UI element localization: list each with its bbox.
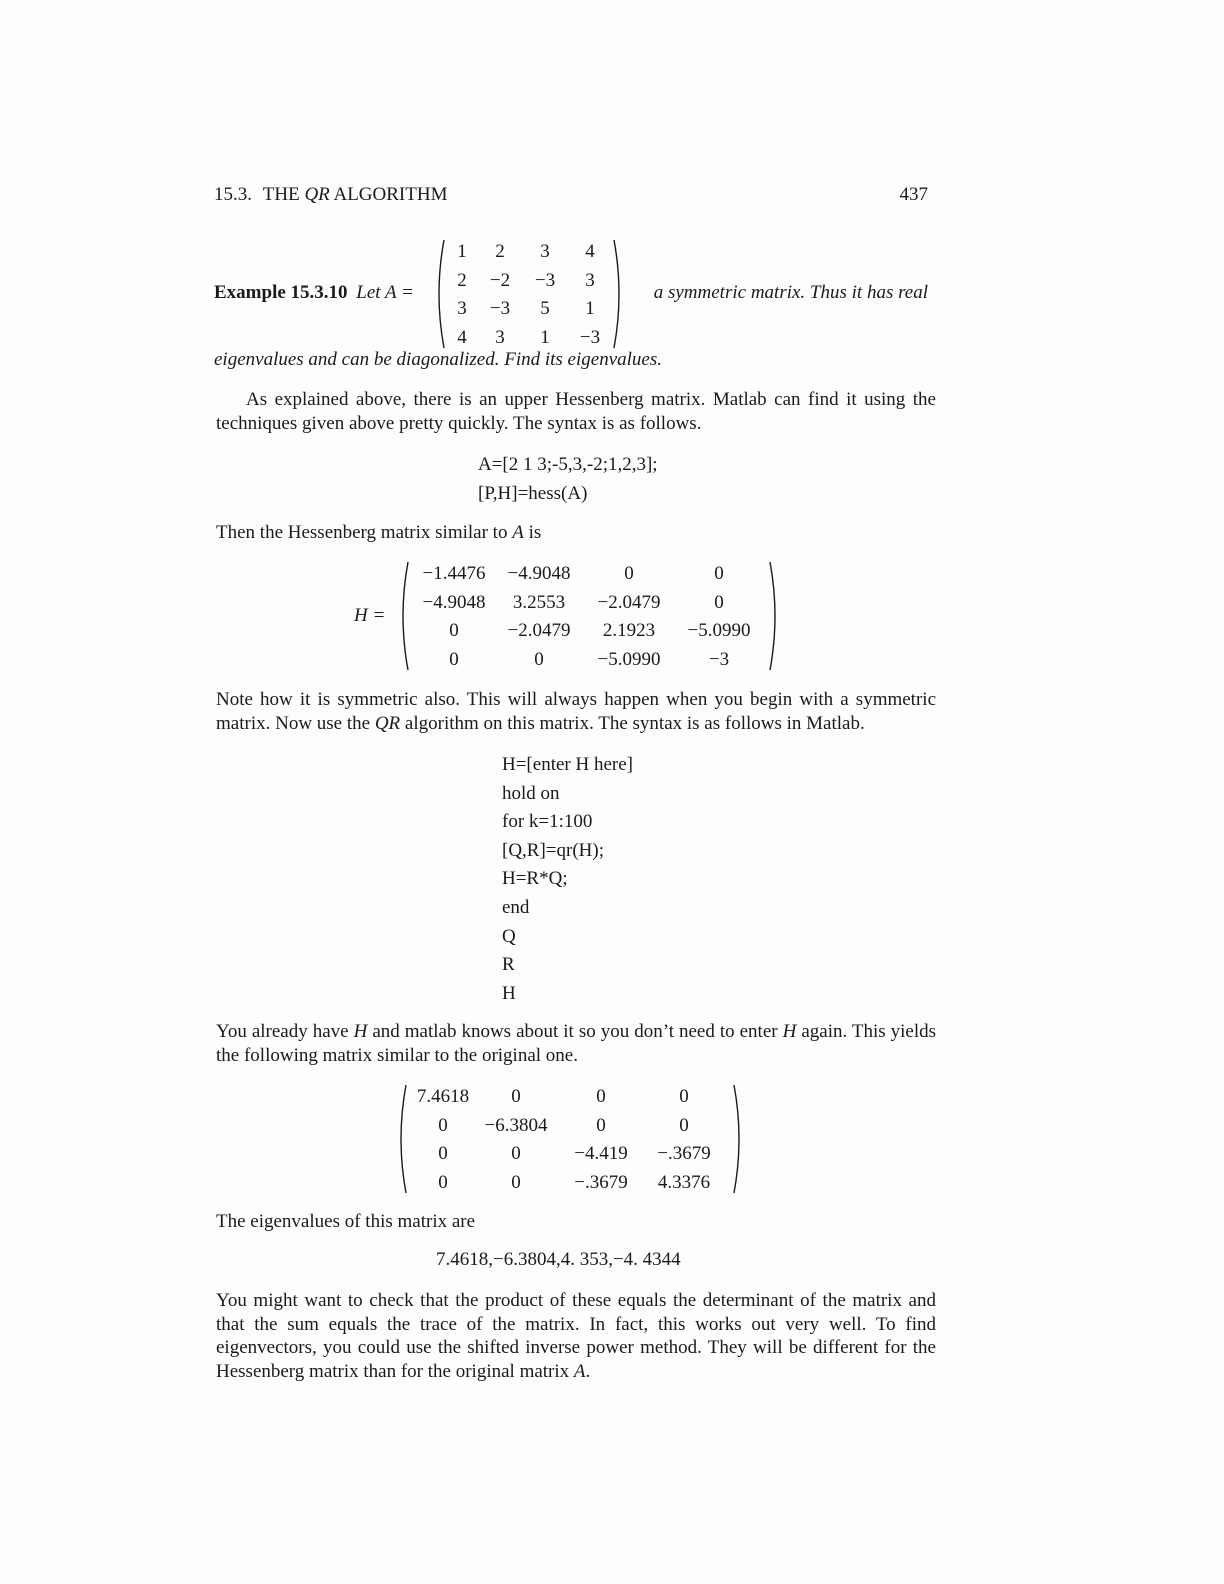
code-line: R [502,954,515,976]
matrix-cell: −2 [489,269,511,291]
matrix-cell: 0 [449,620,459,641]
matrix-cell: 3 [540,241,550,262]
matrix-cell: 3 [495,326,505,348]
matrix-cell: 2 [495,241,505,262]
matrix-cell: 0 [714,563,724,584]
matrix-cell: −2.0479 [597,591,661,613]
matrix-row [414,617,764,646]
page-number: 437 [899,184,928,205]
matrix-a [432,238,628,352]
matrix-cell: 0 [624,563,634,584]
code-line: [Q,R]=qr(H); [502,839,604,861]
example-statement [214,282,414,304]
matrix-cell: 4 [457,326,467,348]
matrix-cell: 2 [457,269,467,291]
example-continuation: eigenvalues and can be diagonalized. Find its eigenvalues. [214,349,662,370]
matrix-cell: −.3679 [657,1143,711,1164]
matrix-cell: −1.4476 [422,563,486,584]
matrix-cell: 0 [511,1171,521,1193]
paragraph-hessenberg-similar: Then the Hessenberg matrix similar to A is [216,522,542,543]
matrix-row [414,646,764,675]
matrix-cell: 0 [714,591,724,613]
code-line: H=[enter H here] [502,754,633,775]
matrix-cell: −3 [579,326,601,348]
header-title-qr: QR [304,184,330,205]
matrix-cell: −3 [534,269,556,291]
matrix-row [412,1083,724,1112]
matrix-h-right-paren [768,560,782,672]
matrix-result-right-paren [732,1083,746,1195]
matrix-cell: −4.9048 [507,563,571,584]
matrix-cell: −4.419 [574,1143,628,1164]
matrix-cell: 0 [511,1143,521,1164]
paragraph-check-note: You might want to check that the product of these equals the determinant of the matrix and that the sum equals the trace of the matrix. In fact, this works out very well. To find eigenvectors, you could use the shifted inverse power method. They will be different for the Hessenberg matrix than for the original matrix A. [216,1290,936,1382]
matrix-cell: −3 [489,298,511,319]
matrix-row [448,324,614,353]
code-line: A=[2 1 3;-5,3,-2;1,2,3]; [478,454,658,475]
code-line: H [502,982,516,1004]
matrix-cell: −5.0990 [687,620,751,641]
matrix-row [448,267,614,296]
paragraph-eigenvalues-intro: The eigenvalues of this matrix are [216,1211,476,1232]
matrix-cell: 7.4618 [416,1086,470,1107]
matrix-h-grid [414,560,764,674]
code-line: end [502,896,530,918]
example-label: Example 15.3.10 [214,282,348,303]
matrix-row [412,1169,724,1198]
paragraph-hessenberg-intro: As explained above, there is an upper Hessenberg matrix. Matlab can find it using the techniques given above pretty quickly. The syntax is as follows. [216,389,936,434]
header-title-post: ALGORITHM [333,184,448,205]
matrix-h-left-paren [396,560,410,672]
header-title-pre: THE [262,184,300,205]
code-block-hess [478,451,658,508]
matrix-cell: 0 [596,1114,606,1136]
matrix-cell: 3 [457,298,467,319]
matrix-cell: 3.2553 [512,591,566,613]
matrix-row [414,560,764,589]
running-header [214,184,928,208]
matrix-cell: 2.1923 [602,620,656,641]
paragraph-result-intro: You already have H and matlab knows about it so you don’t need to enter H again. This yields the following matrix similar to the original one. [216,1021,937,1066]
matrix-cell: 0 [596,1086,606,1107]
matrix-cell: 0 [438,1143,448,1164]
matrix-cell: 4 [585,241,595,262]
matrix-cell: 0 [534,648,544,670]
matrix-cell: 4.3376 [657,1171,711,1193]
matrix-a-left-paren [432,238,446,350]
matrix-cell: −6.3804 [484,1114,548,1136]
matrix-cell: −4.9048 [422,591,486,613]
code-line: [P,H]=hess(A) [478,482,588,504]
matrix-row [448,295,614,324]
matrix-h-label: H = [354,605,386,626]
matrix-cell: 0 [679,1086,689,1107]
example-let-text: Let A = [356,282,414,303]
matrix-result-left-paren [394,1083,408,1195]
matrix-row [412,1112,724,1141]
code-block-qr-loop [502,751,633,1008]
matrix-row [414,589,764,618]
matrix-row [412,1140,724,1169]
matrix-a-right-paren [612,238,626,350]
matrix-cell: 1 [457,241,467,262]
matrix-cell: 0 [438,1171,448,1193]
matrix-cell: −5.0990 [597,648,661,670]
eigenvalues-line: 7.4618,−6.3804,4. 353,−4. 4344 [436,1249,681,1270]
matrix-cell: 0 [511,1086,521,1107]
matrix-row [448,238,614,267]
code-line: hold on [502,782,560,804]
matrix-h [396,560,786,674]
matrix-cell: 0 [438,1114,448,1136]
matrix-cell: −3 [708,648,730,670]
matrix-cell: 5 [540,298,550,319]
header-section: 15.3. [214,184,252,205]
matrix-cell: 0 [449,648,459,670]
paragraph-symmetric-note: Note how it is symmetric also. This will always happen when you begin with a symmetric matrix. Now use the QR algorithm on this matrix. The syntax is as follows in Matlab. [216,689,936,734]
matrix-cell: 1 [540,326,550,348]
example-after-text: a symmetric matrix. Thus it has real [653,282,928,303]
matrix-a-grid [448,238,614,352]
code-line: H=R*Q; [502,868,568,890]
matrix-cell: −2.0479 [507,620,571,641]
matrix-cell: 1 [585,298,595,319]
matrix-result [394,1083,748,1197]
code-line: for k=1:100 [502,811,593,833]
matrix-cell: 0 [679,1114,689,1136]
matrix-result-grid [412,1083,724,1197]
matrix-cell: 3 [585,269,595,291]
matrix-cell: −.3679 [574,1171,628,1193]
code-line: Q [502,925,516,947]
